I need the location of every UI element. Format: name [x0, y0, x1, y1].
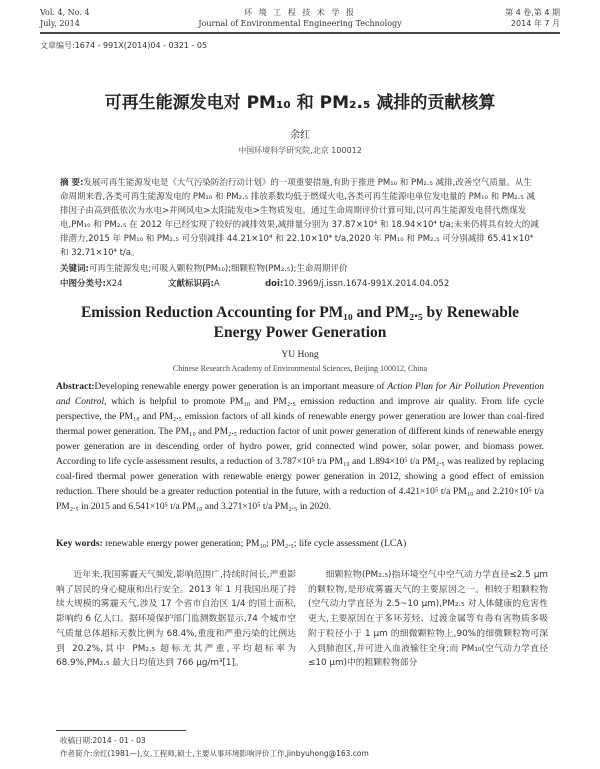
title-en-line1: Emission Reduction Accounting for PM₁₀ and PM₂.₅ by Renewable: [80, 304, 520, 321]
clc-value: X24: [105, 279, 123, 289]
title-en: [30, 303, 570, 343]
article-number: 文章编号:1674 - 991X(2014)04 - 0321 - 05: [40, 41, 208, 50]
author-en: YU Hong: [281, 350, 319, 360]
abstract-en-label: Abstract:: [56, 382, 95, 392]
clc-label: 中图分类号:: [60, 279, 106, 289]
keywords-zh: [60, 262, 540, 276]
header-volume: Vol. 4, No. 4: [40, 8, 90, 17]
abstract-en-text: , which is helpful to promote PM₁₀ and PM₂.₅ emission reduction and improve air quality. From life cycle perspective, the PM₁₀ and PM₂.₅ emission factors of all kinds of renewable energy power generation are lower than coal-fired thermal power generation. The PM₁₀ and PM₂.₅ reduction factor of unit power generation of different kinds of renewable energy power generation are in descending order of hydro power, grid connected wind power, solar power, and biomass power. According to life cycle assessment results, a reduction of 3.787×10⁵ t/a PM₁₀ and 1.894×10⁵ t/a PM₂.₅ was realized by replacing coal-fired thermal power generation with renewable energy power generation in 2012, showing a good effect of emission reduction. There should be a greater reduction potential in the future, with a reduction of 4.421×10⁵ t/a PM₁₀ and 2.210×10⁵ t/a PM₂.₅ in 2015 and 6.541×10⁵ t/a PM₁₀ and 3.271×10⁵ t/a PM₂.₅ in 2020.: [56, 397, 544, 512]
abstract-zh: [60, 176, 540, 260]
doi-label: doi:: [265, 279, 284, 289]
keywords-en-label: Key words:: [56, 539, 103, 549]
journal-name-en: Journal of Environmental Engineering Technology: [198, 19, 402, 28]
header-rule: [40, 32, 560, 34]
affiliation-en: Chinese Research Academy of Environmental Sciences, Beijing 100012, China: [172, 364, 428, 373]
header-volume-zh: 第 4 卷,第 4 期: [505, 8, 560, 17]
doc-code-label: 文献标识码:: [167, 279, 214, 289]
classification-line: [60, 277, 540, 291]
footnote-rule: [56, 730, 186, 731]
doi-value: 10.3969/j.issn.1674-991X.2014.04.052: [283, 279, 450, 289]
abstract-en: [56, 380, 544, 515]
keywords-zh-label: 关键词:: [60, 264, 89, 274]
keywords-en: [56, 537, 544, 552]
received-date: 收稿日期:2014 - 01 - 03: [60, 736, 146, 745]
header-date-en: July, 2014: [40, 19, 80, 28]
abstract-en-italic: Action Plan for Air Pollution Prevention and Control: [56, 382, 544, 407]
affiliation-zh: 中国环境科学研究院,北京 100012: [238, 146, 362, 155]
keywords-en-text: renewable energy power generation; PM₁₀; PM₂.₅; life cycle assessment (LCA): [105, 539, 407, 549]
author-zh: 余红: [290, 130, 310, 141]
abstract-zh-text: 发展可再生能源发电是《大气污染防治行动计划》的一项重要措施,有助于推进 PM₁₀ 和 PM₂.₅ 减排,改善空气质量。从生命周期来看,各类可再生能源发电的 PM₁₀ 和 PM₂.₅ 排放系数均低于燃煤火电,各类可再生能源电单位发电量的 PM₁₀ 和 PM₂.₅ 减排因子由高到低依次为水电>并网风电>太阳能发电>生物质发电。通过生命周期评价计算可知,以可再生能源发电替代燃煤发电,PM₁₀ 和 PM₂.₅ 在 2012 年已经实现了较好的减排效果,减排量分别为 37.87×10⁴ 和 18.94×10⁴ t/a;未来仍将具有较大的减排潜力,2015 年 PM₁₀ 和 PM₂.₅ 可分别减排 44.21×10⁴ 和 22.10×10⁴ t/a,2020 年 PM₁₀ 和 PM₂.₅ 可分别减排 65.41×10⁴ 和 32.71×10⁴ t/a。: [60, 178, 539, 258]
doc-code-value: A: [213, 279, 220, 289]
journal-name-zh: 环 境 工 程 技 术 学 报: [244, 8, 356, 17]
header-date-zh: 2014 年 7 月: [510, 19, 560, 28]
title-zh: 可再生能源发电对 PM₁₀ 和 PM₂.₅ 减排的贡献核算: [104, 93, 496, 113]
abstract-zh-label: 摘 要:: [60, 178, 84, 188]
keywords-zh-text: 可再生能源发电;可吸入颗粒物(PM₁₀);细颗粒物(PM₂.₅);生命周期评价: [88, 264, 348, 274]
abstract-en-lead: Developing renewable energy power generation is an important measure of: [94, 382, 388, 392]
body-left-column: 近年来,我国雾霾天气频发,影响范围广,持续时间长,严重影响了居民的身心健康和出行安全。2013 年 1 月我国出现了持续大规模的雾霾天气,涉及 17 个省市自治区 1/4 的国土面积,影响约 6 亿人口。据环境保护部门监测数据显示,74 个城市空气质量总体超标天数比例为 68.4%,重度和严重污染的比例达到 20.2%,其中 PM₂.₅ 超标尤其严重,平均超标率为 68.9%,PM₂.₅ 最大日均值达到 766 μg/m³[1]。: [56, 570, 296, 669]
body-right-column: 细颗粒物(PM₂.₅)指环境空气中空气动力学直径≤2.5 μm 的颗粒物,是形成雾霾天气的主要原因之一。相较于粗颗粒物(空气动力学直径为 2.5~10 μm),PM₂.₅ 对人体健康的危害性更大,主要原因在于多环芳烃、过渡金属等有毒有害物质多吸附于粒径小于 1 μm 的细微颗粒物上,90%的细微颗粒物可深入到肺泡区,并可进入血液输往全身;而 PM₁₀(空气动力学直径≤10 μm)中的粗颗粒物部分: [308, 570, 548, 669]
title-en-line2: Energy Power Generation: [213, 324, 387, 341]
author-info: 作者简介:余红(1981—),女,工程师,硕士,主要从事环境影响评价工作,jinbyuhong@163.com: [60, 749, 369, 758]
